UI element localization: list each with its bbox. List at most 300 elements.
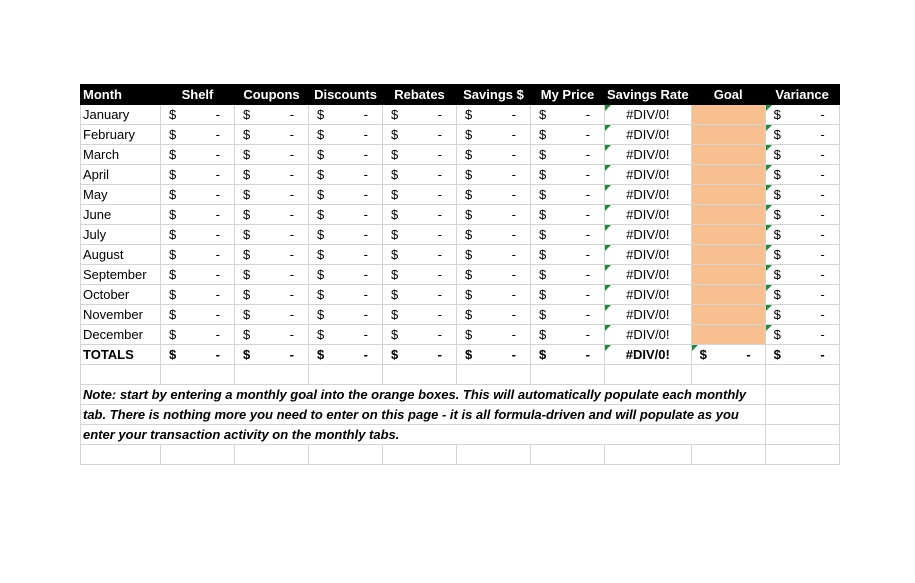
cell-value: -	[820, 327, 825, 342]
empty-cell[interactable]	[161, 365, 235, 385]
currency-value	[385, 225, 454, 244]
savings-rate-cell[interactable]	[605, 245, 692, 265]
goal-input-cell[interactable]	[691, 225, 765, 245]
currency-symbol: $	[391, 107, 399, 122]
error-text: #DIV/0!	[626, 267, 670, 282]
savings-rate-cell[interactable]	[605, 205, 692, 225]
currency-symbol: $	[317, 347, 325, 362]
empty-cell[interactable]	[81, 365, 161, 385]
cell-value: -	[820, 227, 825, 242]
rebates-cell[interactable]	[383, 265, 457, 285]
variance-cell[interactable]	[765, 325, 839, 345]
cell-value: -	[585, 187, 590, 202]
currency-value	[768, 105, 837, 124]
shelf-total[interactable]	[161, 345, 235, 365]
sheet-body	[81, 105, 840, 465]
cell-value: -	[511, 347, 516, 362]
currency-value	[385, 125, 454, 144]
variance-cell[interactable]	[765, 185, 839, 205]
shelf-cell[interactable]	[161, 225, 235, 245]
empty-cell[interactable]	[691, 445, 765, 465]
my-price-cell[interactable]	[531, 185, 605, 205]
shelf-cell[interactable]	[161, 105, 235, 125]
shelf-cell[interactable]	[161, 285, 235, 305]
cell-value: -	[215, 347, 220, 362]
cell-value: -	[820, 167, 825, 182]
savings-rate-cell[interactable]	[605, 325, 692, 345]
empty-cell[interactable]	[605, 365, 692, 385]
currency-value	[694, 345, 763, 364]
coupons-cell[interactable]	[235, 185, 309, 205]
currency-value	[768, 125, 837, 144]
discounts-cell[interactable]	[309, 265, 383, 285]
coupons-cell[interactable]	[235, 265, 309, 285]
savings-cell[interactable]	[457, 225, 531, 245]
savings-rate-total[interactable]	[605, 345, 692, 365]
empty-cell[interactable]	[531, 445, 605, 465]
currency-symbol: $	[317, 267, 325, 282]
variance-cell[interactable]	[765, 105, 839, 125]
shelf-cell[interactable]	[161, 205, 235, 225]
savings-rate-cell[interactable]	[605, 185, 692, 205]
rebates-cell[interactable]	[383, 245, 457, 265]
variance-cell[interactable]	[765, 285, 839, 305]
currency-symbol: $	[465, 147, 473, 162]
table-row	[81, 265, 840, 285]
my-price-cell[interactable]	[531, 225, 605, 245]
goal-input-cell[interactable]	[691, 165, 765, 185]
table-row	[81, 245, 840, 265]
discounts-cell[interactable]	[309, 245, 383, 265]
my-price-cell[interactable]	[531, 165, 605, 185]
rebates-cell[interactable]	[383, 165, 457, 185]
my-price-cell[interactable]	[531, 285, 605, 305]
currency-value	[163, 325, 232, 344]
currency-symbol: $	[317, 207, 325, 222]
currency-value	[163, 145, 232, 164]
currency-symbol: $	[465, 127, 473, 142]
empty-cell[interactable]	[765, 445, 839, 465]
cell-value: -	[511, 167, 516, 182]
currency-symbol: $	[539, 327, 547, 342]
cell-value: -	[820, 287, 825, 302]
discounts-cell[interactable]	[309, 225, 383, 245]
cell-value: -	[437, 267, 442, 282]
table-row	[81, 205, 840, 225]
savings-rate-cell[interactable]	[605, 165, 692, 185]
currency-symbol: $	[317, 227, 325, 242]
savings-rate-cell[interactable]	[605, 145, 692, 165]
discounts-cell[interactable]	[309, 305, 383, 325]
error-text: #DIV/0!	[626, 107, 670, 122]
coupons-cell[interactable]	[235, 245, 309, 265]
savings-cell[interactable]	[457, 265, 531, 285]
currency-symbol: $	[243, 127, 251, 142]
currency-symbol: $	[465, 227, 473, 242]
cell-value: -	[215, 287, 220, 302]
goal-total[interactable]	[691, 345, 765, 365]
cell-value: -	[289, 107, 294, 122]
rebates-cell[interactable]	[383, 185, 457, 205]
discounts-cell[interactable]	[309, 205, 383, 225]
currency-symbol: $	[243, 287, 251, 302]
goal-input-cell[interactable]	[691, 325, 765, 345]
currency-value	[768, 345, 837, 364]
empty-cell[interactable]	[765, 365, 839, 385]
variance-total[interactable]	[765, 345, 839, 365]
month-cell[interactable]: February	[81, 125, 161, 145]
my-price-cell[interactable]	[531, 125, 605, 145]
coupons-cell[interactable]	[235, 125, 309, 145]
column-header: Month	[81, 85, 161, 105]
shelf-cell[interactable]	[161, 165, 235, 185]
month-cell[interactable]: May	[81, 185, 161, 205]
currency-symbol: $	[243, 147, 251, 162]
currency-symbol: $	[465, 247, 473, 262]
currency-symbol: $	[539, 267, 547, 282]
shelf-cell[interactable]	[161, 305, 235, 325]
savings-rate-cell[interactable]	[605, 125, 692, 145]
rebates-cell[interactable]	[383, 205, 457, 225]
currency-value	[385, 305, 454, 324]
my-price-cell[interactable]	[531, 305, 605, 325]
currency-symbol: $	[465, 327, 473, 342]
goal-input-cell[interactable]	[691, 145, 765, 165]
empty-cell[interactable]	[309, 445, 383, 465]
empty-cell[interactable]	[691, 365, 765, 385]
month-cell[interactable]: November	[81, 305, 161, 325]
savings-cell[interactable]	[457, 125, 531, 145]
discounts-cell[interactable]	[309, 105, 383, 125]
column-header: Variance	[765, 85, 839, 105]
rebates-cell[interactable]	[383, 225, 457, 245]
cell-value: -	[437, 227, 442, 242]
empty-cell[interactable]	[765, 425, 839, 445]
currency-symbol: $	[317, 147, 325, 162]
cell-value: -	[363, 287, 368, 302]
coupons-cell[interactable]	[235, 145, 309, 165]
empty-cell[interactable]	[765, 405, 839, 425]
currency-symbol: $	[773, 107, 781, 122]
rebates-cell[interactable]	[383, 125, 457, 145]
discounts-cell[interactable]	[309, 185, 383, 205]
currency-symbol: $	[317, 107, 325, 122]
currency-symbol: $	[773, 307, 781, 322]
error-indicator-icon	[766, 265, 772, 271]
column-header: Shelf	[161, 85, 235, 105]
currency-symbol: $	[169, 227, 177, 242]
my-price-cell[interactable]	[531, 325, 605, 345]
cell-value: -	[511, 187, 516, 202]
savings-cell[interactable]	[457, 105, 531, 125]
month-cell[interactable]: September	[81, 265, 161, 285]
savings-cell[interactable]	[457, 325, 531, 345]
currency-value	[385, 185, 454, 204]
shelf-cell[interactable]	[161, 325, 235, 345]
discounts-cell[interactable]	[309, 165, 383, 185]
currency-value	[533, 325, 602, 344]
currency-value	[385, 205, 454, 224]
error-text: #DIV/0!	[626, 207, 670, 222]
currency-symbol: $	[317, 327, 325, 342]
cell-value: -	[511, 267, 516, 282]
currency-value	[311, 225, 380, 244]
cell-value: -	[363, 347, 368, 362]
currency-symbol: $	[773, 327, 781, 342]
cell-value: -	[289, 127, 294, 142]
currency-symbol: $	[539, 347, 547, 362]
currency-value	[163, 125, 232, 144]
my-price-total[interactable]	[531, 345, 605, 365]
goal-input-cell[interactable]	[691, 305, 765, 325]
cell-value: -	[363, 127, 368, 142]
currency-symbol: $	[317, 287, 325, 302]
currency-symbol: $	[243, 207, 251, 222]
empty-cell[interactable]	[605, 445, 692, 465]
rebates-cell[interactable]	[383, 145, 457, 165]
rebates-cell[interactable]	[383, 105, 457, 125]
currency-symbol: $	[243, 347, 251, 362]
savings-rate-cell[interactable]	[605, 265, 692, 285]
coupons-cell[interactable]	[235, 285, 309, 305]
coupons-cell[interactable]	[235, 305, 309, 325]
variance-cell[interactable]	[765, 165, 839, 185]
savings-rate-cell[interactable]	[605, 305, 692, 325]
currency-symbol: $	[773, 127, 781, 142]
savings-rate-cell[interactable]	[605, 285, 692, 305]
goal-input-cell[interactable]	[691, 205, 765, 225]
cell-value: -	[437, 147, 442, 162]
currency-value	[459, 325, 528, 344]
coupons-total[interactable]	[235, 345, 309, 365]
variance-cell[interactable]	[765, 225, 839, 245]
cell-value: -	[289, 187, 294, 202]
goal-input-cell[interactable]	[691, 125, 765, 145]
goal-input-cell[interactable]	[691, 285, 765, 305]
month-cell[interactable]: October	[81, 285, 161, 305]
my-price-cell[interactable]	[531, 145, 605, 165]
empty-cell[interactable]	[81, 445, 161, 465]
savings-cell[interactable]	[457, 245, 531, 265]
error-text: #DIV/0!	[626, 247, 670, 262]
discounts-cell[interactable]	[309, 285, 383, 305]
currency-value	[237, 245, 306, 264]
currency-value	[459, 145, 528, 164]
cell-value: -	[820, 127, 825, 142]
error-indicator-icon	[605, 305, 611, 311]
currency-symbol: $	[391, 127, 399, 142]
cell-value: -	[363, 327, 368, 342]
currency-symbol: $	[317, 307, 325, 322]
my-price-cell[interactable]	[531, 105, 605, 125]
currency-symbol: $	[243, 227, 251, 242]
error-text: #DIV/0!	[626, 307, 670, 322]
my-price-cell[interactable]	[531, 265, 605, 285]
cell-value: -	[746, 347, 751, 362]
column-header: Coupons	[235, 85, 309, 105]
currency-value	[311, 305, 380, 324]
cell-value: -	[363, 267, 368, 282]
currency-symbol: $	[539, 147, 547, 162]
cell-value: -	[289, 267, 294, 282]
currency-value	[237, 205, 306, 224]
empty-cell[interactable]	[531, 365, 605, 385]
currency-value	[533, 185, 602, 204]
month-cell[interactable]: June	[81, 205, 161, 225]
empty-cell[interactable]	[383, 365, 457, 385]
discounts-cell[interactable]	[309, 325, 383, 345]
goal-input-cell[interactable]	[691, 185, 765, 205]
variance-cell[interactable]	[765, 245, 839, 265]
discounts-cell[interactable]	[309, 125, 383, 145]
cell-value: -	[437, 307, 442, 322]
empty-cell[interactable]	[457, 445, 531, 465]
coupons-cell[interactable]	[235, 225, 309, 245]
savings-cell[interactable]	[457, 185, 531, 205]
currency-value	[533, 165, 602, 184]
currency-value	[237, 125, 306, 144]
cell-value: -	[585, 127, 590, 142]
savings-cell[interactable]	[457, 305, 531, 325]
savings-cell[interactable]	[457, 285, 531, 305]
rebates-cell[interactable]	[383, 305, 457, 325]
currency-symbol: $	[465, 107, 473, 122]
coupons-cell[interactable]	[235, 205, 309, 225]
variance-cell[interactable]	[765, 305, 839, 325]
empty-cell[interactable]	[235, 445, 309, 465]
month-cell[interactable]: March	[81, 145, 161, 165]
coupons-cell[interactable]	[235, 165, 309, 185]
error-indicator-icon	[766, 325, 772, 331]
currency-symbol: $	[243, 167, 251, 182]
month-cell[interactable]: August	[81, 245, 161, 265]
currency-symbol: $	[539, 187, 547, 202]
shelf-cell[interactable]	[161, 185, 235, 205]
currency-value	[237, 345, 306, 364]
month-cell[interactable]: January	[81, 105, 161, 125]
shelf-cell[interactable]	[161, 265, 235, 285]
cell-value: -	[585, 327, 590, 342]
currency-symbol: $	[169, 147, 177, 162]
currency-value	[768, 285, 837, 304]
variance-cell[interactable]	[765, 205, 839, 225]
shelf-cell[interactable]	[161, 145, 235, 165]
currency-value	[385, 245, 454, 264]
cell-value: -	[511, 207, 516, 222]
variance-cell[interactable]	[765, 265, 839, 285]
currency-value	[163, 225, 232, 244]
savings-cell[interactable]	[457, 205, 531, 225]
savings-cell[interactable]	[457, 145, 531, 165]
currency-symbol: $	[317, 167, 325, 182]
goal-input-cell[interactable]	[691, 245, 765, 265]
currency-value	[459, 185, 528, 204]
cell-value: -	[437, 167, 442, 182]
shelf-cell[interactable]	[161, 125, 235, 145]
empty-cell[interactable]	[235, 365, 309, 385]
note-row	[81, 405, 840, 425]
rebates-cell[interactable]	[383, 285, 457, 305]
currency-symbol: $	[465, 187, 473, 202]
discounts-cell[interactable]	[309, 145, 383, 165]
currency-symbol: $	[243, 107, 251, 122]
blank-row	[81, 365, 840, 385]
empty-cell[interactable]	[765, 385, 839, 405]
cell-value: -	[585, 287, 590, 302]
currency-value	[459, 125, 528, 144]
column-header: Discounts	[309, 85, 383, 105]
cell-value: -	[511, 127, 516, 142]
coupons-cell[interactable]	[235, 325, 309, 345]
empty-cell[interactable]	[309, 365, 383, 385]
month-cell[interactable]: April	[81, 165, 161, 185]
currency-symbol: $	[391, 207, 399, 222]
currency-symbol: $	[169, 347, 177, 362]
currency-symbol: $	[169, 327, 177, 342]
empty-cell[interactable]	[457, 365, 531, 385]
goal-input-cell[interactable]	[691, 265, 765, 285]
cell-value: -	[820, 187, 825, 202]
my-price-cell[interactable]	[531, 245, 605, 265]
table-row	[81, 165, 840, 185]
shelf-cell[interactable]	[161, 245, 235, 265]
currency-value	[385, 285, 454, 304]
currency-value	[459, 165, 528, 184]
goal-input-cell[interactable]	[691, 105, 765, 125]
currency-symbol: $	[465, 167, 473, 182]
my-price-cell[interactable]	[531, 205, 605, 225]
cell-value: -	[820, 247, 825, 262]
rebates-total[interactable]	[383, 345, 457, 365]
currency-symbol: $	[465, 267, 473, 282]
error-indicator-icon	[766, 285, 772, 291]
variance-cell[interactable]	[765, 145, 839, 165]
empty-cell[interactable]	[383, 445, 457, 465]
currency-symbol: $	[773, 247, 781, 262]
currency-value	[459, 205, 528, 224]
savings-rate-cell[interactable]	[605, 105, 692, 125]
currency-symbol: $	[169, 127, 177, 142]
currency-symbol: $	[539, 207, 547, 222]
cell-value: -	[585, 347, 590, 362]
cell-value: -	[820, 207, 825, 222]
currency-value	[385, 165, 454, 184]
currency-value	[163, 285, 232, 304]
month-cell[interactable]: December	[81, 325, 161, 345]
error-text: #DIV/0!	[626, 147, 670, 162]
coupons-cell[interactable]	[235, 105, 309, 125]
column-header: My Price	[531, 85, 605, 105]
currency-value	[311, 205, 380, 224]
savings-rate-cell[interactable]	[605, 225, 692, 245]
month-cell[interactable]: July	[81, 225, 161, 245]
currency-value	[533, 205, 602, 224]
cell-value: -	[215, 207, 220, 222]
savings-cell[interactable]	[457, 165, 531, 185]
totals-row	[81, 345, 840, 365]
savings-total[interactable]	[457, 345, 531, 365]
currency-value	[533, 305, 602, 324]
discounts-total[interactable]	[309, 345, 383, 365]
currency-value	[533, 285, 602, 304]
rebates-cell[interactable]	[383, 325, 457, 345]
currency-symbol: $	[243, 247, 251, 262]
cell-value: -	[820, 267, 825, 282]
note-row	[81, 385, 840, 405]
empty-cell[interactable]	[161, 445, 235, 465]
variance-cell[interactable]	[765, 125, 839, 145]
currency-symbol: $	[539, 167, 547, 182]
